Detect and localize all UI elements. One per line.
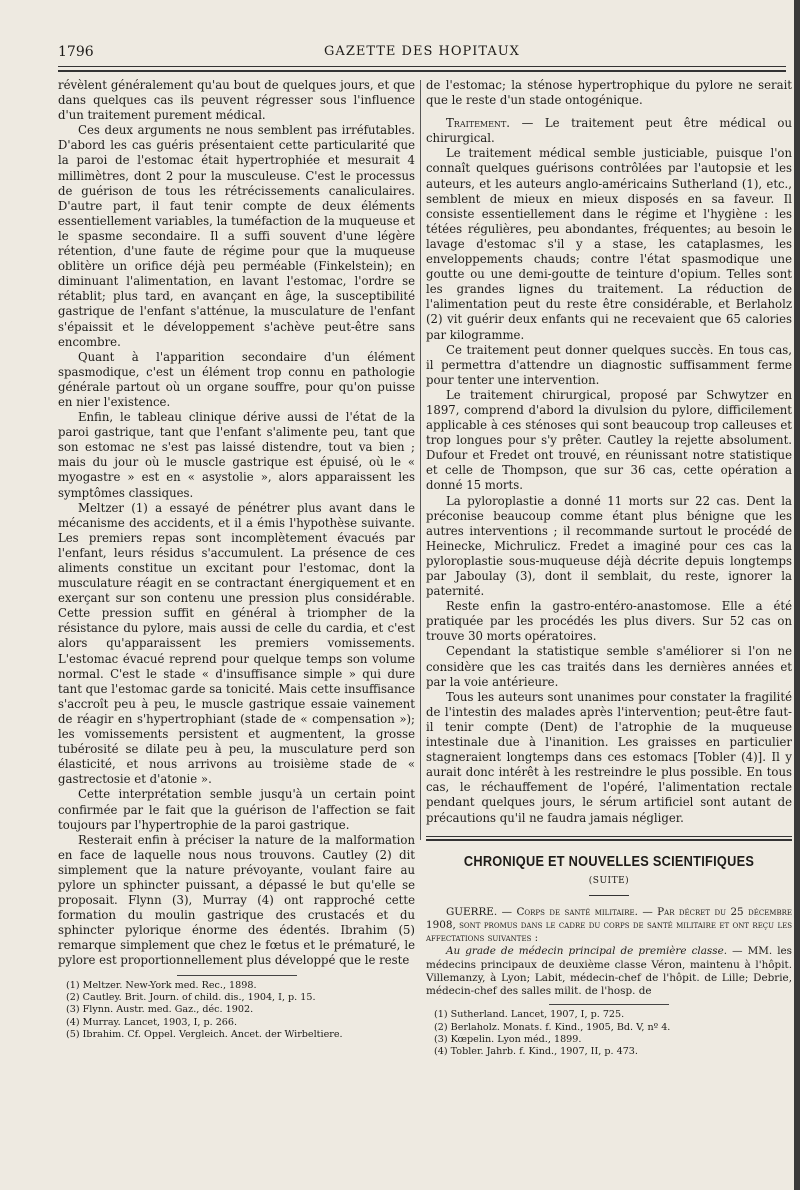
footnote: (4) Murray. Lancet, 1903, I, p. 266. [66,1016,238,1028]
paragraph: révèlent généralement qu'au bout de quelques jours, et que dans quelques cas ils peuvent régresser sous l'influence d'un traitement purement médical. [58,78,415,123]
header-rule [58,66,786,67]
paragraph: Tous les auteurs sont unanimes pour constater la fragilité de l'intestin des malades après l'intervention; peut-être faut-il tenir compte (Dent) de l'atrophie de la muqueuse intestinale due à l'inanition. Les graisses en particulier stagneraient longtemps dans ces estomacs [Tobler (4)]. Il y aurait donc intérêt à les restreindre le plus possible. En tous cas, le réchauffement de l'opéré, l'alimentation rectale pendant quelques jours, le sérum artificiel sont autant de précautions qu'il ne faudra jamais négliger. [426,689,792,825]
paragraph: Cependant la statistique semble s'améliorer si l'on ne considère que les cas traités dans les dernières années et par la voie antérieure. [426,644,792,689]
footnote: (1) Sutherland. Lancet, 1907, I, p. 725. [434,1009,625,1021]
paragraph: Le traitement médical semble justiciable, puisque l'on connaît quelques guérisons contrôlées par l'autopsie et les auteurs, et les auteurs anglo-américains Sutherland (1), etc., semblent de mieux en mieux disposés en sa faveur. Il consiste essentiellement dans le régime et l'hygiène : les tétées régulières, peu abondantes, fréquentes; au besoin le lavage d'estomac s'il y a stase, les cataplasmes, les enveloppements chauds; contre l'état spasmodique une goutte ou une demi-goutte de teinture d'opium. Telles sont les grandes lignes du traitement. La réduction de l'alimentation peut du reste être considérable, et Berlaholz (2) vit guérir deux enfants qui ne recevaient que 65 calories par kilogramme. [426,146,792,342]
paragraph: Reste enfin la gastro-entéro-anastomose. Elle a été pratiquée par les procédés les plus divers. Sur 52 cas on trouve 30 morts opératoires. [426,599,792,644]
paragraph: Enfin, le tableau clinique dérive aussi de l'état de la paroi gastrique, tant que l'enfant s'alimente peu, tant que son estomac ne s'est pas laissé distendre, tout va bien ; mais du jour où le muscle gastrique est épuisé, où le « myogastre » est en « asystolie », alors apparaissent les symptômes classiques. [58,410,415,500]
short-rule [589,895,629,896]
news-label: GUERRE. [446,905,498,918]
page-edge-shadow [794,0,800,1190]
paragraph: Meltzer (1) a essayé de pénétrer plus avant dans le mécanisme des accidents, et il a émis l'hypothèse suivante. Les premiers repas sont incomplètement évacués par l'enfant, leurs résidus s'accumulent. La présence de ces aliments constitue un excitant pour l'estomac, dont la musculature réagit en se contractant énergiquement et en exerçant sur son contenu une pression plus considérable. Cette pression suffit en général à triompher de la résistance du pylore, mais aussi de celle du cardia, et c'est alors qu'apparaissent les premiers vomissements. L'estomac évacué reprend pour quelque temps son volume normal. C'est le stade « d'insuffisance simple » qui dure tant que l'estomac garde sa tonicité. Mais cette insuffisance s'accroît peu à peu, le muscle gastrique essaie vainement de réagir en s'hypertrophiant (stade de « compensation »); les vomissements persistent et augmentent, la grosse tubérosité se dilate peu à peu, la musculature perd son élasticité, et nous arrivons au troisième stade de « gastrectosie et d'atonie ». [58,500,415,787]
footnote: (3) Kœpelin. Lyon méd., 1899. [434,1034,582,1046]
paragraph-traitement: Traitement. — Le traitement peut être médical ou chirurgical. [426,116,792,146]
paragraph: de l'estomac; la sténose hypertrophique du pylore ne serait que le reste d'un stade ontogénique. [426,78,792,108]
footnote: (1) Meltzer. New-York med. Rec., 1898. [66,979,257,991]
column-divider [420,80,421,840]
section-subtitle: (SUITE) [588,875,630,886]
footnotes [426,1009,792,1059]
journal-title: GAZETTE DES HOPITAUX [324,44,520,59]
footnote: (4) Tobler. Jahrb. f. Kind., 1907, II, p. 473. [434,1046,638,1058]
paragraph: La pyloroplastie a donné 11 morts sur 22 cas. Dent la préconise beaucoup comme étant plus bénigne que les autres interventions ; il recommande surtout le procédé de Heinecke, Michrulicz. Fredet a imaginé pour ces cas la pyloroplastie sous-muqueuse déjà décrite depuis longtemps par Jaboulay (3), dont il semblait, du reste, ignorer la paternité. [426,493,792,599]
section-title: CHRONIQUE ET NOUVELLES SCIENTIFIQUES [463,853,755,870]
footnotes [58,980,415,1042]
paragraph: Quant à l'apparition secondaire d'un élément spasmodique, c'est un élément trop connu en pathologie générale partout où un organe souffre, pour qu'on puisse en nier l'existence. [58,349,415,409]
header-rule-thick [58,70,786,72]
page-number: 1796 [58,44,94,60]
news-paragraph: Au grade de médecin principal de première classe. — MM. les médecins principaux de deuxième classe Véron, maintenu à l'hôpit. Villemanzy, à Lyon; Labit, médecin-chef de l'hôpit. de Lille; Debrie, médecin-chef des salles milit. de l'hosp. de [426,945,793,997]
footnote-rule [549,1004,669,1005]
section-rule [426,836,792,837]
news-paragraph: GUERRE. — Corps de santé militaire. — Par décret du 25 décembre 1908, sont promus dans le cadre du corps de santé militaire et ont reçu les affectations suivantes : [426,905,792,945]
grade-label: Au grade de médecin principal de première classe. [446,945,728,958]
left-column [58,78,415,1042]
right-column [426,78,792,1059]
footnote: (5) Ibrahim. Cf. Oppel. Vergleich. Ancet. der Wirbeltiere. [66,1029,343,1041]
footnote: (3) Flynn. Austr. med. Gaz., déc. 1902. [66,1004,254,1016]
paragraph: Le traitement chirurgical, proposé par Schwytzer en 1897, comprend d'abord la divulsion du pylore, difficilement applicable à ces sténoses qui sont beaucoup trop calleuses et trop longues pour s'y prêter. Cautley la rejette absolument. Dufour et Fredet ont trouvé, en réunissant notre statistique et celle de Thompson, que sur 36 cas, cette opération a donné 15 morts. [426,387,792,493]
paragraph: Ce traitement peut donner quelques succès. En tous cas, il permettra d'attendre un diagnostic suffisamment ferme pour tenter une intervention. [426,342,792,387]
footnote: (2) Cautley. Brit. Journ. of child. dis., 1904, I, p. 15. [66,991,316,1003]
section-label: Traitement. [446,116,511,131]
footnote: (2) Berlaholz. Monats. f. Kind., 1905, Bd. V, nº 4. [434,1021,671,1033]
paragraph: Cette interprétation semble jusqu'à un certain point confirmée par le fait que la guérison de l'affection se fait toujours par l'hypertrophie de la paroi gastrique. [58,787,415,832]
section-rule-thick [426,839,792,841]
footnote-rule [177,975,297,976]
paragraph: Ces deux arguments ne nous semblent pas irréfutables. D'abord les cas guéris présentaient cette particularité que la paroi de l'estomac était hypertrophiée et mesurait 4 millimètres, dont 2 pour la musculeuse. C'est le processus de guérison de tous les rétrécissements canaliculaires. D'autre part, il faut tenir compte de deux éléments essentiellement variables, la tuméfaction de la muqueuse et le spasme secondaire. Il a suffi souvent d'une légère rétention, d'une faute de régime pour que la muqueuse oblitère un orifice déjà peu perméable (Finkelstein); en diminuant l'alimentation, en lavant l'estomac, l'ordre se rétablit; plus tard, en avançant en âge, la susceptibilité gastrique de l'enfant s'atténue, la musculature de l'enfant s'épaissit et le développement s'achève peut-être sans encombre. [58,123,415,349]
paragraph: Resterait enfin à préciser la nature de la malformation en face de laquelle nous nous trouvons. Cautley (2) dit simplement que la nature prévoyante, voulant faire au pylore un sphincter puissant, a dépassé le but qu'elle se proposait. Flynn (3), Murray (4) ont rapproché cette formation du moulin gastrique des crustacés et du sphincter pylorique énorme des édentés. Ibrahim (5) remarque simplement que chez le fœtus et le prématuré, le pylore est proportionnellement plus développé que le reste [58,832,415,968]
